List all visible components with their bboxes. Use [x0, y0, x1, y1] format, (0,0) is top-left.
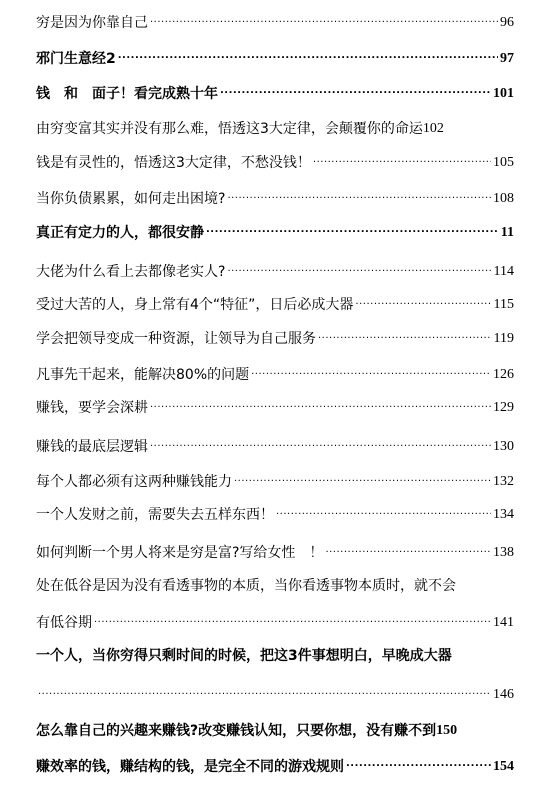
dot-leader — [318, 327, 492, 345]
dot-leader — [150, 435, 491, 453]
toc-entry-page: 141 — [493, 615, 514, 630]
toc-entry[interactable] — [36, 750, 514, 776]
toc-entry-page: 101 — [493, 86, 514, 101]
toc-entry-page: 105 — [493, 155, 514, 170]
toc-entry[interactable] — [36, 606, 514, 632]
dot-leader — [94, 611, 491, 629]
toc-entry-page: 126 — [493, 367, 514, 382]
toc-entry-page: 102 — [422, 121, 444, 136]
toc-entry-title: 凡事先干起来，能解决80%的问题 — [36, 367, 250, 383]
toc-entry[interactable] — [36, 288, 514, 314]
toc-entry-page: 134 — [493, 507, 514, 522]
toc-entry-title: 赚钱的最底层逻辑 — [36, 439, 148, 455]
dot-leader — [227, 260, 491, 278]
toc-entry-title: 一个人发财之前，需要失去五样东西！ — [36, 507, 274, 523]
toc-entry-title: 真正有定力的人，都很安静 — [36, 225, 204, 241]
toc-entry-title: 每个人都必须有这两种赚钱能力 — [36, 474, 232, 490]
dot-leader — [313, 151, 491, 169]
toc-entry[interactable] — [36, 714, 514, 740]
toc-entry-title: 如何判断一个男人将来是穷是富?写给女性 ！ — [36, 545, 324, 561]
dot-leader — [276, 503, 491, 521]
toc-entry[interactable] — [36, 112, 514, 138]
dot-leader — [227, 187, 491, 205]
toc-entry-title: 怎么靠自己的兴趣来赚钱?改变赚钱认知，只要你想，没有赚不到 — [36, 723, 437, 739]
toc-entry[interactable] — [36, 146, 514, 172]
toc-entry[interactable] — [36, 678, 514, 704]
toc-entry-page: 11 — [500, 225, 514, 240]
toc-entry-title: 当你负债累累，如何走出困境? — [36, 191, 226, 207]
toc-entry[interactable] — [36, 498, 514, 524]
dot-leader — [346, 755, 491, 773]
toc-entry-title: 钱 和 面子！看完成熟十年 — [36, 86, 218, 102]
toc-entry-page: 138 — [493, 545, 514, 560]
toc-entry[interactable] — [36, 182, 514, 208]
dot-leader — [251, 363, 491, 381]
toc-entry-page: 114 — [493, 264, 514, 279]
toc-entry-page: 96 — [500, 15, 514, 30]
toc-entry[interactable] — [36, 430, 514, 456]
toc-entry-page: 115 — [493, 297, 514, 312]
toc-entry-title: 邪门生意经2 — [36, 51, 116, 67]
toc-entry[interactable] — [36, 322, 514, 348]
toc-entry-page: 146 — [493, 687, 514, 702]
dot-leader — [325, 541, 491, 559]
toc-entry-page: 130 — [493, 439, 514, 454]
toc-entry-title: 由穷变富其实并没有那么难，悟透这3大定律，会颠覆你的命运 — [36, 121, 423, 137]
toc-entry-title: 大佬为什么看上去都像老实人? — [36, 264, 226, 280]
toc-entry-title: 学会把领导变成一种资源，让领导为自己服务 — [36, 331, 316, 347]
toc-entry-title: 赚钱，要学会深耕 — [36, 400, 148, 416]
dot-leader — [355, 293, 491, 311]
toc-entry-page: 119 — [493, 331, 514, 346]
toc-entry[interactable] — [36, 358, 514, 384]
toc-entry[interactable] — [36, 465, 514, 491]
toc-entry[interactable] — [36, 42, 514, 68]
toc-entry-page: 129 — [493, 400, 514, 415]
dot-leader — [206, 221, 499, 239]
toc-entry-page: 132 — [493, 474, 514, 489]
toc-entry-page: 154 — [493, 759, 514, 774]
toc-entry[interactable] — [36, 536, 514, 562]
dot-leader — [150, 396, 491, 414]
dot-leader — [118, 47, 498, 65]
dot-leader — [220, 82, 491, 100]
toc-entry[interactable] — [36, 255, 514, 281]
toc-entry-title: 有低谷期 — [36, 615, 92, 631]
toc-entry-page: 97 — [500, 51, 514, 66]
toc-entry-page: 150 — [436, 723, 458, 738]
toc-entry[interactable] — [36, 216, 514, 242]
toc-entry-title: 穷是因为你靠自己 — [36, 15, 148, 31]
dot-leader — [234, 470, 491, 488]
toc-entry-title-line: 一个人，当你穷得只剩时间的时候，把这3件事想明白，早晚成大器 — [36, 648, 452, 664]
toc-entry[interactable] — [36, 6, 514, 32]
toc-entry-title: 受过大苦的人，身上常有4个“特征”，日后必成大器 — [36, 297, 354, 313]
dot-leader — [38, 683, 491, 701]
toc-entry-title: 赚效率的钱，赚结构的钱，是完全不同的游戏规则 — [36, 759, 344, 775]
toc-entry-title: 钱是有灵性的，悟透这3大定律，不愁没钱！ — [36, 155, 311, 171]
dot-leader — [150, 11, 498, 29]
toc-entry[interactable] — [36, 391, 514, 417]
toc-entry[interactable] — [36, 77, 514, 103]
toc-entry-page: 108 — [493, 191, 514, 206]
toc-entry-title-line: 处在低谷是因为没有看透事物的本质，当你看透事物本质时，就不会 — [36, 578, 456, 594]
